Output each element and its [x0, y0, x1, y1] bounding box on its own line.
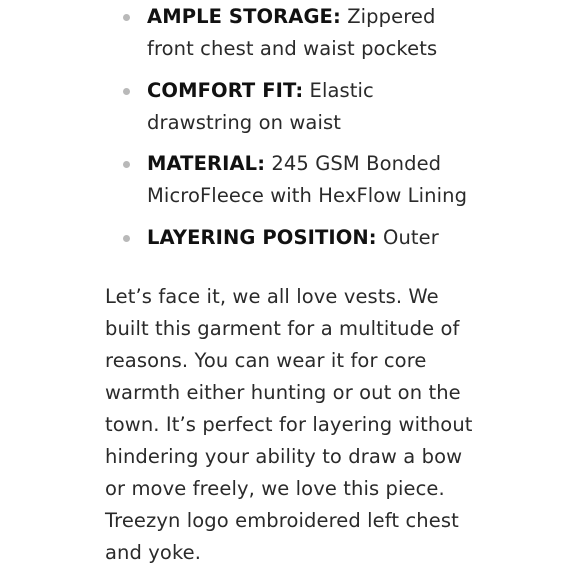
feature-label: MATERIAL: [147, 152, 266, 175]
bullet-dot-icon [123, 161, 130, 168]
feature-item-comfort-fit [147, 75, 477, 139]
feature-value: Zippered front chest and waist pockets [147, 5, 438, 60]
feature-value: 245 GSM Bonded MicroFleece with HexFlow Lining [147, 152, 468, 207]
feature-value: Outer [376, 226, 439, 249]
feature-value: Elastic drawstring on waist [147, 79, 374, 134]
bullet-dot-icon [123, 88, 130, 95]
feature-label: AMPLE STORAGE: [147, 5, 341, 28]
product-description: Let’s face it, we all love vests. We built this garment for a multitude of reasons. You can wear it for core warmth either hunting or out on the town. It’s perfect for layering without hindering your ability to draw a bow or move freely, we love this piece. Treezyn logo embroidered left chest and yoke. [105, 285, 473, 564]
feature-label: COMFORT FIT: [147, 79, 304, 102]
feature-item-material [147, 148, 477, 212]
feature-item-ample-storage [147, 1, 477, 65]
feature-item-layering-position [147, 222, 477, 254]
feature-label: LAYERING POSITION: [147, 226, 377, 249]
bullet-dot-icon [123, 235, 130, 242]
bullet-dot-icon [123, 14, 130, 21]
